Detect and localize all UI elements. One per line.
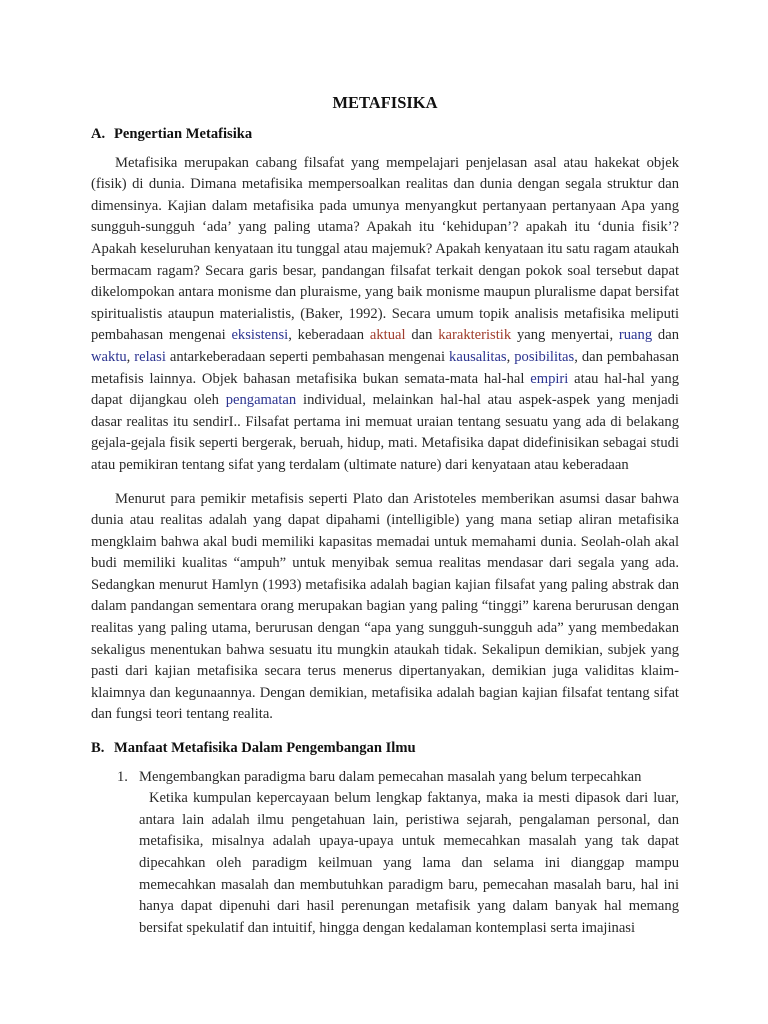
text-run: antarkeberadaan seperti pembahasan mengenai [165,348,450,365]
text-run: individual, melainkan hal-hal atau aspek-aspek yang menjadi dasar realitas itu sendirI.. Filsafat pertama ini memuat uraian tentang sesuatu yang ada di belakang gejala-gejala fisik seperti bergerak, beruah, hidup, mati. Metafisika dapat didefinisikan sebagai studi atau pemikiran tentang sifat yang terdalam (ultimate nature) dari kenyataan atau keberadaan [91,392,679,473]
link-aktual[interactable]: aktual [369,327,406,344]
link-waktu[interactable]: waktu [91,348,127,365]
link-relasi[interactable]: relasi [134,348,166,365]
list-item-number: 1. [117,768,128,785]
list-item-body: Ketika kumpulan kepercayaan belum lengkap faktanya, maka ia mesti dipasok dari luar, antara lain adalah ilmu pengetahuan lain, peristiwa sejarah, pengalaman personal, dan metafisika, misalnya adalah upaya-upaya untuk memecahkan masalah yang tak dapat dipecahkan oleh paradigm keilmuan yang lama dan selama ini dianggap mampu memecahkan masalah dan membutuhkan paradigm baru, pemecahan masalah baru, hal ini hanya dapat dipenuhi dari hasil perenungan metafisik yang dalam banyak hal memang bersifat spekulatif dan intuitif, hingga dengan kedalaman kontemplasi serta imajinasi [139,790,679,936]
text-run: , [126,348,135,365]
section-a-heading [91,124,679,146]
text-run: dan [405,327,439,344]
list-item [91,767,679,789]
document-title: METAFISIKA [332,93,438,112]
link-eksistensi[interactable]: eksistensi [231,327,289,344]
section-a-title: Pengertian Metafisika [114,126,253,142]
section-b-label: B. [91,740,105,757]
text-run: yang menyertai, [511,327,619,344]
section-a-paragraph-2: Menurut para pemikir metafisis seperti Plato dan Aristoteles memberikan asumsi dasar bahwa dunia atau realitas adalah yang dapat dipahami (intelligible) yang mana setiap aliran metafisika mengklaim bahwa akal budi memiliki kapasitas memadai untuk memahami dunia. Seolah-olah akal budi memiliki kualitas “ampuh” untuk menyibak semua realitas mendasar dari segala yang ada. Sedangkan menurut Hamlyn (1993) metafisika adalah bagian kajian filsafat yang paling abstrak dan dalam pandangan sementara orang merupakan bagian yang paling “tinggi” karena berurusan dengan realitas yang paling utama, berurusan dengan “apa yang sungguh-sungguh ada” yang membedakan sekaligus menentukan bahwa sesuatu itu mungkin ataukah tidak. Sekalipun demikian, subjek yang pasti dari kajian metafisika secara terus menerus dipertanyakan, demikian juga validitas klaim-klaimnya dan kegunaannya. Dengan demikian, metafisika adalah bagian kajian filsafat tentang sifat dan fungsi teori tentang realita. [91,490,679,723]
section-b-heading [91,738,679,760]
link-empiri[interactable]: empiri [530,370,569,387]
link-kausalitas[interactable]: kausalitas [449,348,507,365]
section-a-label: A. [91,126,106,142]
text-run: atau hal-hal yang dapat dijangkau oleh [91,370,679,409]
link-posibilitas[interactable]: posibilitas [514,348,575,365]
section-b-title: Manfaat Metafisika Dalam Pengembangan Ilmu [114,740,416,757]
link-karakteristik[interactable]: karakteristik [438,327,512,344]
list-item-title: Mengembangkan paradigma baru dalam pemecahan masalah yang belum terpecahkan [139,768,642,785]
text-run: , keberadaan [288,327,370,344]
text-run: , [506,348,515,365]
text-run: dan [652,327,679,344]
link-pengamatan[interactable]: pengamatan [225,392,297,409]
text-run: , dan pembahasan metafisis lainnya. Objek bahasan metafisika bukan semata-mata hal-hal [91,348,679,387]
link-ruang[interactable]: ruang [618,327,653,344]
text-run: Metafisika merupakan cabang filsafat yang mempelajari penjelasan asal atau hakekat objek (fisik) di dunia. Dimana metafisika mempersoalkan realitas dan dunia dengan segala struktur dan dimensinya. Kajian dalam metafisika pada umunya menyangkut pertanyaan pertanyaan Apa yang sungguh-sungguh ‘ada’ yang paling utama? Apakah itu ‘kehidupan’? apakah itu ‘dunia fisik’? Apakah keseluruhan kenyataan itu tunggal atau majemuk? Apakah kenyataan itu satu ragam ataukah bermacam ragam? Secara garis besar, pandangan filsafat terkait dengan pokok soal tersebut dapat dikelompokan antara monisme dan pluraisme, yang baik monisme maupun pluralisme dapat bersifat spiritualistis ataupun materialistis, (Baker, 1992). Secara umum topik analisis metafisika meliputi pembahasan mengenai [91,154,679,344]
section-a-paragraph-1 [91,153,679,477]
